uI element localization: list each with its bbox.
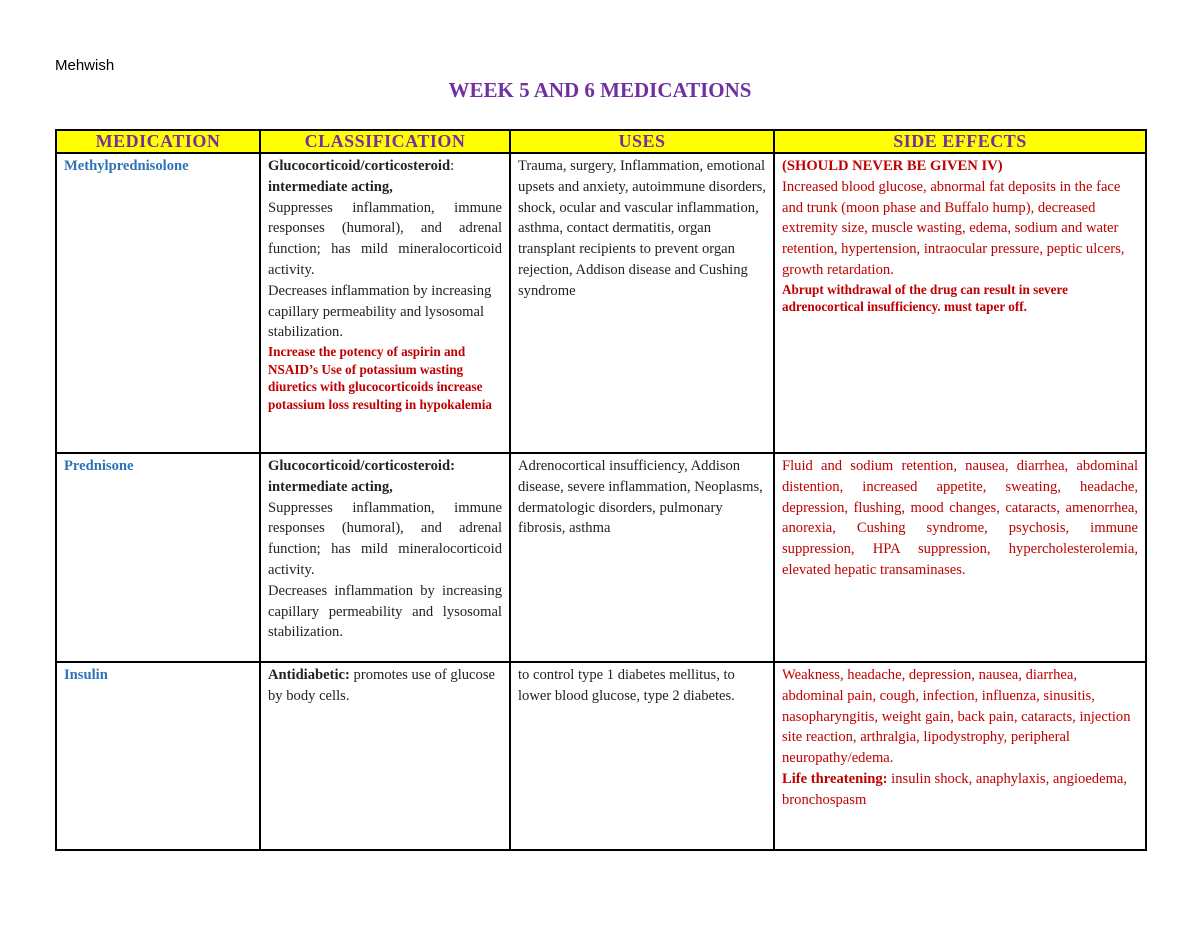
author-name: Mehwish [55, 57, 115, 74]
uses-cell [510, 662, 774, 850]
classification-warning: Increase the potency of aspirin and NSAID’s Use of potassium wasting diuretics with glucocorticoids increase potassium loss resulting in hypokalemia [268, 344, 492, 412]
classification-type: Antidiabetic: [268, 667, 350, 683]
medication-cell [56, 153, 260, 453]
classification-cell [260, 662, 510, 850]
classification-colon: : [450, 158, 455, 174]
table-row [56, 153, 1146, 453]
classification-duration: intermediate acting, [268, 178, 393, 195]
side-effects-cell [774, 453, 1146, 662]
medication-name: Prednisone [64, 458, 134, 474]
medication-name: Methylprednisolone [64, 158, 189, 174]
uses-text: Adrenocortical insufficiency, Addison disease, severe inflammation, Neoplasms, dermatologic disorders, pulmonary fibrosis, asthma [518, 458, 763, 537]
header-classification: CLASSIFICATION [260, 130, 510, 153]
medication-name: Insulin [64, 667, 108, 683]
side-effects-text: Weakness, headache, depression, nausea, diarrhea, abdominal pain, cough, infection, influenza, sinusitis, nasopharyngitis, weight gain, back pain, cataracts, injection site reaction, arthralgia, lipodystrophy, peripheral neuropathy/edema. [782, 667, 1131, 767]
medication-cell [56, 662, 260, 850]
side-effects-cell [774, 662, 1146, 850]
classification-description: Suppresses inflammation, immune responses (humoral), and adrenal function; has mild mineralocorticoid activity. [268, 199, 502, 278]
table-header-row [56, 130, 1146, 153]
side-effects-cell [774, 153, 1146, 453]
medications-table [55, 129, 1147, 851]
side-effects-text: Fluid and sodium retention, nausea, diarrhea, abdominal distention, increased appetite, sweating, headache, depression, flushing, mood changes, cataracts, amenorrhea, anorexia, Cushing syndrome, psychosis, immune suppression, HPA suppression, hypercholesterolemia, elevated hepatic transaminases. [782, 458, 1138, 578]
classification-cell [260, 153, 510, 453]
side-effects-life-threatening: insulin shock, anaphylaxis, angioedema, bronchospasm [782, 770, 1128, 808]
classification-mechanism: Decreases inflammation by increasing capillary permeability and lysosomal stabilization. [268, 582, 502, 641]
classification-type: Glucocorticoid/corticosteroid [268, 158, 451, 174]
uses-cell [510, 153, 774, 453]
table-row [56, 453, 1146, 662]
uses-cell [510, 453, 774, 662]
page-title: WEEK 5 AND 6 MEDICATIONS [448, 78, 752, 102]
classification-description: Suppresses inflammation, immune responses (humoral), and adrenal function; has mild mineralocorticoid activity. [268, 499, 502, 578]
medication-cell [56, 453, 260, 662]
classification-cell [260, 453, 510, 662]
uses-text: to control type 1 diabetes mellitus, to lower blood glucose, type 2 diabetes. [518, 667, 735, 704]
header-medication: MEDICATION [56, 130, 260, 153]
classification-description: promotes use of glucose by body cells. [268, 667, 495, 704]
side-effects-text: Increased blood glucose, abnormal fat deposits in the face and trunk (moon phase and Buffalo hump), decreased extremity size, muscle wasting, edema, sodium and water retention, hypertension, intraocular pressure, peptic ulcers, growth retardation. [782, 178, 1125, 278]
classification-duration: intermediate acting, [268, 478, 393, 495]
side-effects-label: Life threatening: [782, 770, 888, 787]
header-side-effects: SIDE EFFECTS [774, 130, 1146, 153]
classification-mechanism: Decreases inflammation by increasing capillary permeability and lysosomal stabilization. [268, 282, 492, 341]
table-row [56, 662, 1146, 850]
classification-type: Glucocorticoid/corticosteroid: [268, 458, 455, 474]
header-uses: USES [510, 130, 774, 153]
side-effects-heading: (SHOULD NEVER BE GIVEN IV) [782, 158, 1003, 174]
uses-text: Trauma, surgery, Inflammation, emotional upsets and anxiety, autoimmune disorders, shock, ocular and vascular inflammation, asthma, contact dermatitis, organ transplant recipients to prevent organ rejection, Addison disease and Cushing syndrome [518, 158, 766, 299]
side-effects-warning: Abrupt withdrawal of the drug can result in severe adrenocortical insufficiency. must taper off. [782, 281, 1068, 315]
